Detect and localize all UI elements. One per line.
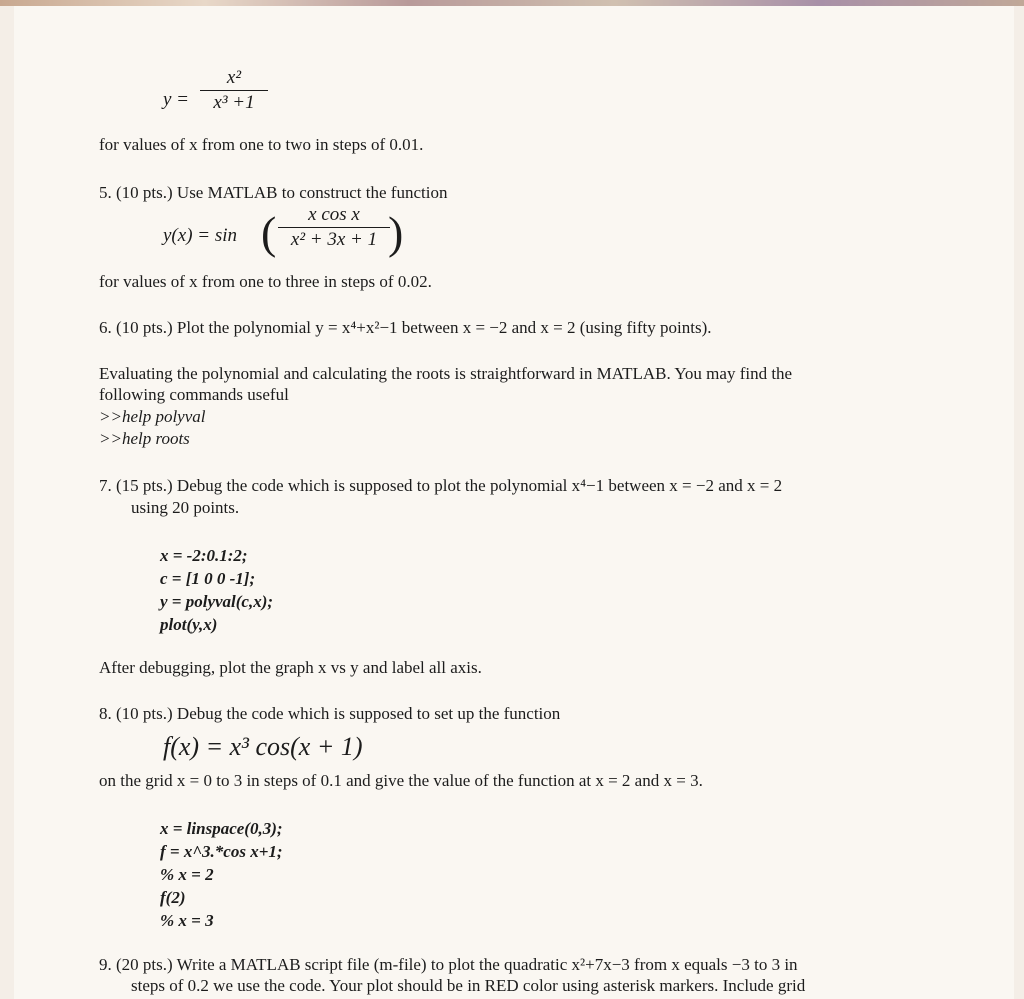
- eq2-right-paren: ): [388, 207, 404, 258]
- q9-heading: 9. (20 pts.) Write a MATLAB script file (m-file) to plot the quadratic x²+7x−3 from x equals −3 to 3 in: [99, 955, 798, 974]
- q7-code-line3: y = polyval(c,x);: [160, 592, 274, 611]
- q6-heading: 6. (10 pts.) Plot the polynomial y = x⁴+x²−1 between x = −2 and x = 2 (using fifty points).: [99, 318, 712, 337]
- q8-code-line2: f = x^3.*cos x+1;: [160, 842, 283, 861]
- q9-heading-cont: steps of 0.2 we use the code. Your plot should be in RED color using asterisk markers. Include grid: [131, 976, 806, 995]
- q7-code-line2: c = [1 0 0 -1];: [160, 569, 256, 588]
- eq2-numerator: x cos x: [308, 204, 360, 225]
- q8-grid-text: on the grid x = 0 to 3 in steps of 0.1 and give the value of the function at x = 2 and x = 3.: [99, 771, 703, 790]
- q8-code-line1: x = linspace(0,3);: [160, 819, 283, 838]
- q8-heading: 8. (10 pts.) Debug the code which is supposed to set up the function: [99, 704, 561, 723]
- eq1-denominator: x³ +1: [213, 92, 255, 113]
- q6-para-line1: Evaluating the polynomial and calculating the roots is straightforward in MATLAB. You may find the: [99, 364, 793, 383]
- eq1-lhs: y =: [163, 89, 190, 110]
- q5-range-text: for values of x from one to three in steps of 0.02.: [99, 272, 432, 291]
- q7-code-line4: plot(y,x): [160, 615, 218, 634]
- eq1-fraction: [200, 66, 268, 115]
- q8-code-line4: f(2): [160, 888, 186, 907]
- eq2-lhs: y(x) = sin: [163, 225, 238, 246]
- q8-code-line3: % x = 2: [160, 865, 214, 884]
- q8-code-line5: % x = 3: [160, 911, 214, 930]
- q5-heading: 5. (10 pts.) Use MATLAB to construct the function: [99, 183, 448, 202]
- q4-range-text: for values of x from one to two in steps of 0.01.: [99, 135, 424, 154]
- eq1-numerator: x²: [226, 67, 242, 88]
- q6-para-line2: following commands useful: [99, 385, 289, 404]
- eq2-left-paren: (: [261, 207, 277, 258]
- help-roots-command: >>help roots: [99, 429, 190, 448]
- q7-heading-cont: using 20 points.: [131, 498, 240, 517]
- eq3-function: f(x) = x³ cos(x + 1): [163, 732, 363, 761]
- eq2-denominator: x² + 3x + 1: [290, 229, 378, 250]
- q7-heading: 7. (15 pts.) Debug the code which is supposed to plot the polynomial x⁴−1 between x = −2 and x = 2: [99, 476, 783, 495]
- eq2-fraction: [278, 203, 390, 252]
- q7-after-debug-text: After debugging, plot the graph x vs y and label all axis.: [99, 658, 482, 677]
- q7-code-line1: x = -2:0.1:2;: [160, 546, 248, 565]
- help-polyval-command: >>help polyval: [99, 407, 206, 426]
